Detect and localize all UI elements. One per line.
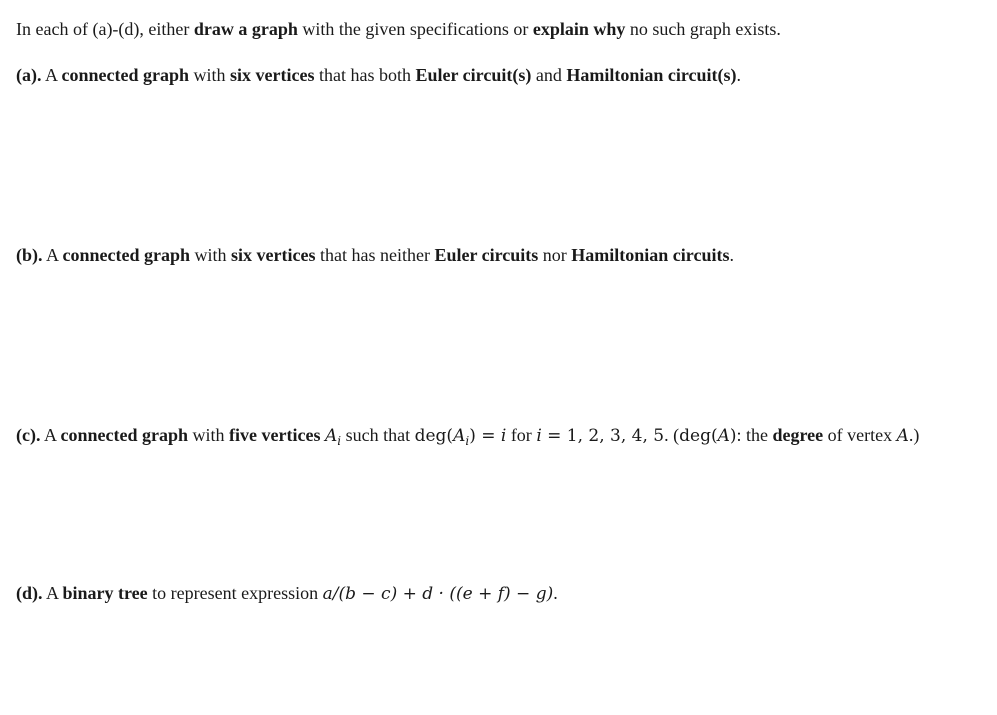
math-expression: a/(b − c) + d · ((e + f) − g) bbox=[322, 584, 554, 604]
emphasis-draw-graph: draw a graph bbox=[193, 19, 298, 39]
question-a-label: (a). bbox=[16, 65, 42, 85]
question-b-label: (b). bbox=[16, 245, 43, 265]
question-b: (b). A connected graph with six vertices that has neither Euler circuits nor Hamiltonian circuits. bbox=[16, 245, 734, 265]
question-d: (d). A binary tree to represent expression a/(b − c) + d · ((e + f) − g). bbox=[16, 583, 558, 604]
question-c: (c). A connected graph with five vertices $A_i$ such that $deg(A_i) = i$ for i = 1, 2, 3, 4, 5. (deg(A): the degree of vertex A.) bbox=[16, 425, 920, 448]
question-d-label: (d). bbox=[16, 583, 43, 603]
math-vertex-set: $A_i$ bbox=[324, 426, 342, 448]
math-degree-condition: $deg(A_i) = i$ bbox=[414, 426, 507, 448]
question-a: (a). A connected graph with six vertices that has both Euler circuit(s) and Hamiltonian circuit(s). bbox=[16, 65, 741, 85]
math-index-range: i = 1, 2, 3, 4, 5 bbox=[536, 426, 665, 446]
instructions: In each of (a)-(d), either draw a graph with the given specifications or explain why no such graph exists. bbox=[16, 19, 781, 39]
question-c-label: (c). bbox=[16, 425, 41, 445]
math-degree-notation: deg(A) bbox=[679, 426, 737, 446]
emphasis-explain-why: explain why bbox=[532, 19, 626, 39]
